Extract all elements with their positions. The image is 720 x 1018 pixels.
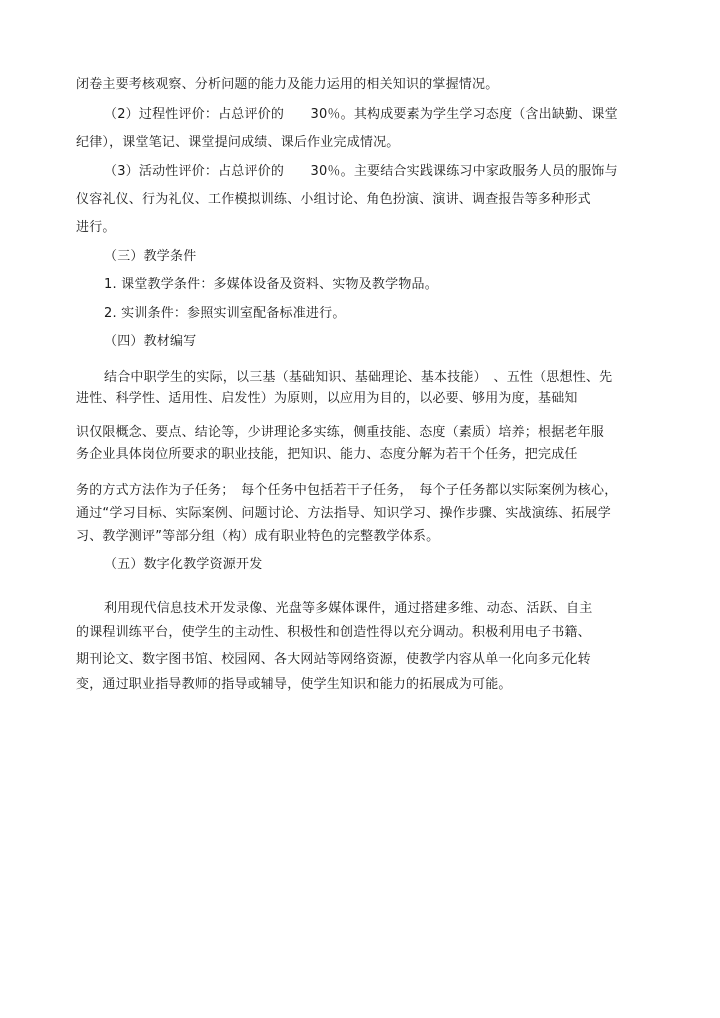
- textbook-paragraph-line7: 习、教学测评”等部分组（构）成有职业特色的完整教学体系。: [76, 529, 440, 544]
- digital-paragraph-line2: 的课程训练平台，使学生的主动性、积极性和创造性得以充分调动。积极利用电子书籍、: [76, 625, 591, 640]
- textbook-paragraph-line3: 识仅限概念、要点、结论等，少讲理论多实练，侧重技能、态度（素质）培养；根据老年服: [76, 425, 605, 440]
- section-heading-teaching-conditions: （三）教学条件: [104, 249, 197, 264]
- textbook-paragraph-line6: 通过“学习目标、实际案例、问题讨论、方法指导、知识学习、操作步骤、实战演练、拓展学: [76, 506, 611, 521]
- section-heading-textbook: （四）教材编写: [104, 334, 197, 349]
- activity-evaluation-line: （3）活动性评价：占总评价的 30％。主要结合实践课练习中家政服务人员的服饰与: [104, 164, 618, 179]
- digital-paragraph-line4: 变，通过职业指导教师的指导或辅导，使学生知识和能力的拓展成为可能。: [76, 677, 512, 692]
- textbook-paragraph-line5: 务的方式方法作为子任务； 每个任务中包括若干子任务， 每个子任务都以实际案例为核心，: [76, 483, 618, 498]
- training-conditions-item: 2. 实训条件：参照实训室配备标准进行。: [104, 306, 346, 321]
- digital-paragraph-line1: 利用现代信息技术开发录像、光盘等多媒体课件，通过搭建多维、动态、活跃、自主: [104, 601, 593, 616]
- section-heading-digital-resources: （五）数字化教学资源开发: [104, 557, 263, 572]
- textbook-paragraph-line2: 进性、科学性、适用性、启发性）为原则，以应用为目的，以必要、够用为度，基础知: [76, 391, 578, 406]
- paragraph-line-exam: 闭卷主要考核观察、分析问题的能力及能力运用的相关知识的掌握情况。: [76, 77, 499, 92]
- activity-evaluation-line-cont1: 仪容礼仪、行为礼仪、工作模拟训练、小组讨论、角色扮演、演讲、调查报告等多种形式: [76, 192, 591, 207]
- process-evaluation-line-cont: 纪律），课堂笔记、课堂提问成绩、课后作业完成情况。: [76, 135, 400, 150]
- digital-paragraph-line3: 期刊论文、数字图书馆、校园网、各大网站等网络资源，使教学内容从单一化向多元化转: [76, 652, 591, 667]
- process-evaluation-line: （2）过程性评价：占总评价的 30％。其构成要素为学生学习态度（含出缺勤、课堂: [104, 107, 618, 122]
- activity-evaluation-line-cont2: 进行。: [76, 220, 116, 235]
- classroom-conditions-item: 1. 课堂教学条件：多媒体设备及资料、实物及教学物品。: [104, 277, 438, 292]
- textbook-paragraph-line4: 务企业具体岗位所要求的职业技能，把知识、能力、态度分解为若干个任务，把完成任: [76, 447, 578, 462]
- textbook-paragraph-line1: 结合中职学生的实际，以三基（基础知识、基础理论、基本技能） 、五性（思想性、先: [104, 370, 613, 385]
